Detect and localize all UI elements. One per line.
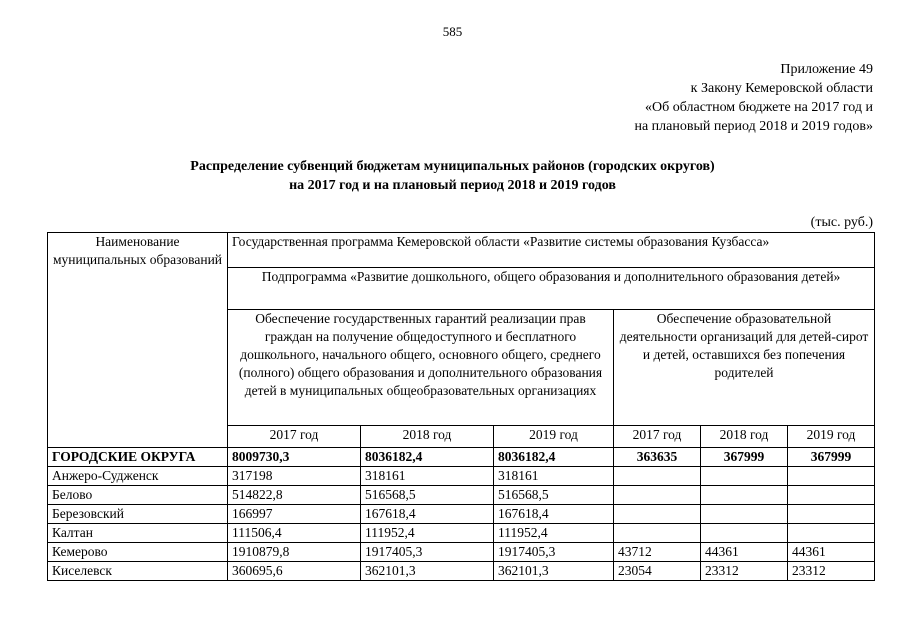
cell-value: 362101,3 (494, 562, 614, 581)
cell-value (701, 524, 788, 543)
subprogram-header: Подпрограмма «Развитие дошкольного, общего образования и дополнительного образования детей» (228, 268, 875, 310)
table-row (48, 505, 875, 524)
row-name: Киселевск (48, 562, 228, 581)
municipality-column-header: Наименование муниципальных образований (48, 233, 228, 448)
cell-value (788, 486, 875, 505)
cell-value: 44361 (701, 543, 788, 562)
row-name: ГОРОДСКИЕ ОКРУГА (48, 448, 228, 467)
cell-value: 367999 (788, 448, 875, 467)
cell-value: 8036182,4 (361, 448, 494, 467)
table-row (48, 562, 875, 581)
cell-value (614, 505, 701, 524)
year-header: 2017 год (614, 426, 701, 448)
row-name: Анжеро-Судженск (48, 467, 228, 486)
table-row (48, 467, 875, 486)
group-guarantees-header: Обеспечение государственных гарантий реализации прав граждан на получение общедоступного и бесплатного дошкольного, начального общего, основного общего, среднего (полного) общего образования и дополнительного образования детей в муниципальных общеобразовательных организациях (228, 310, 614, 426)
row-name: Калтан (48, 524, 228, 543)
appendix-line-4: на плановый период 2018 и 2019 годов» (634, 119, 873, 134)
cell-value: 317198 (228, 467, 361, 486)
appendix-note (634, 60, 873, 136)
cell-value: 318161 (361, 467, 494, 486)
cell-value: 111952,4 (494, 524, 614, 543)
cell-value: 167618,4 (494, 505, 614, 524)
cell-value: 111506,4 (228, 524, 361, 543)
cell-value (614, 467, 701, 486)
cell-value: 1910879,8 (228, 543, 361, 562)
cell-value: 8009730,3 (228, 448, 361, 467)
cell-value: 44361 (788, 543, 875, 562)
cell-value: 43712 (614, 543, 701, 562)
cell-value: 166997 (228, 505, 361, 524)
subsidy-table (47, 232, 875, 581)
program-header: Государственная программа Кемеровской области «Развитие системы образования Кузбасса» (228, 233, 875, 268)
appendix-line-1: Приложение 49 (780, 62, 873, 77)
title-line-1: Распределение субвенций бюджетам муниципальных районов (городских округов) (190, 159, 715, 174)
cell-value: 516568,5 (361, 486, 494, 505)
row-name: Березовский (48, 505, 228, 524)
table-row (48, 543, 875, 562)
cell-value (701, 467, 788, 486)
cell-value (788, 467, 875, 486)
cell-value: 1917405,3 (494, 543, 614, 562)
cell-value: 367999 (701, 448, 788, 467)
document-title (0, 157, 905, 195)
cell-value: 363635 (614, 448, 701, 467)
cell-value: 514822,8 (228, 486, 361, 505)
cell-value: 23054 (614, 562, 701, 581)
cell-value (701, 505, 788, 524)
cell-value: 516568,5 (494, 486, 614, 505)
cell-value: 23312 (701, 562, 788, 581)
cell-value (614, 486, 701, 505)
year-header: 2018 год (361, 426, 494, 448)
cell-value: 23312 (788, 562, 875, 581)
appendix-line-3: «Об областном бюджете на 2017 год и (645, 100, 873, 115)
row-name: Кемерово (48, 543, 228, 562)
cell-value: 360695,6 (228, 562, 361, 581)
table-row (48, 486, 875, 505)
year-header: 2019 год (494, 426, 614, 448)
cell-value: 318161 (494, 467, 614, 486)
year-header: 2017 год (228, 426, 361, 448)
cell-value: 111952,4 (361, 524, 494, 543)
units-label: (тыс. руб.) (810, 215, 873, 230)
cell-value (701, 486, 788, 505)
year-header: 2018 год (701, 426, 788, 448)
cell-value: 362101,3 (361, 562, 494, 581)
cell-value: 1917405,3 (361, 543, 494, 562)
cell-value (788, 505, 875, 524)
cell-value (614, 524, 701, 543)
row-name: Белово (48, 486, 228, 505)
page-number: 585 (442, 24, 463, 39)
table-row (48, 524, 875, 543)
title-line-2: на 2017 год и на плановый период 2018 и 2019 годов (289, 178, 616, 193)
group-orphans-header: Обеспечение образовательной деятельности организаций для детей-сирот и детей, оставшихся без попечения родителей (614, 310, 875, 426)
cell-value: 8036182,4 (494, 448, 614, 467)
cell-value (788, 524, 875, 543)
appendix-line-2: к Закону Кемеровской области (690, 81, 873, 96)
cell-value: 167618,4 (361, 505, 494, 524)
year-header: 2019 год (788, 426, 875, 448)
table-row-total (48, 448, 875, 467)
